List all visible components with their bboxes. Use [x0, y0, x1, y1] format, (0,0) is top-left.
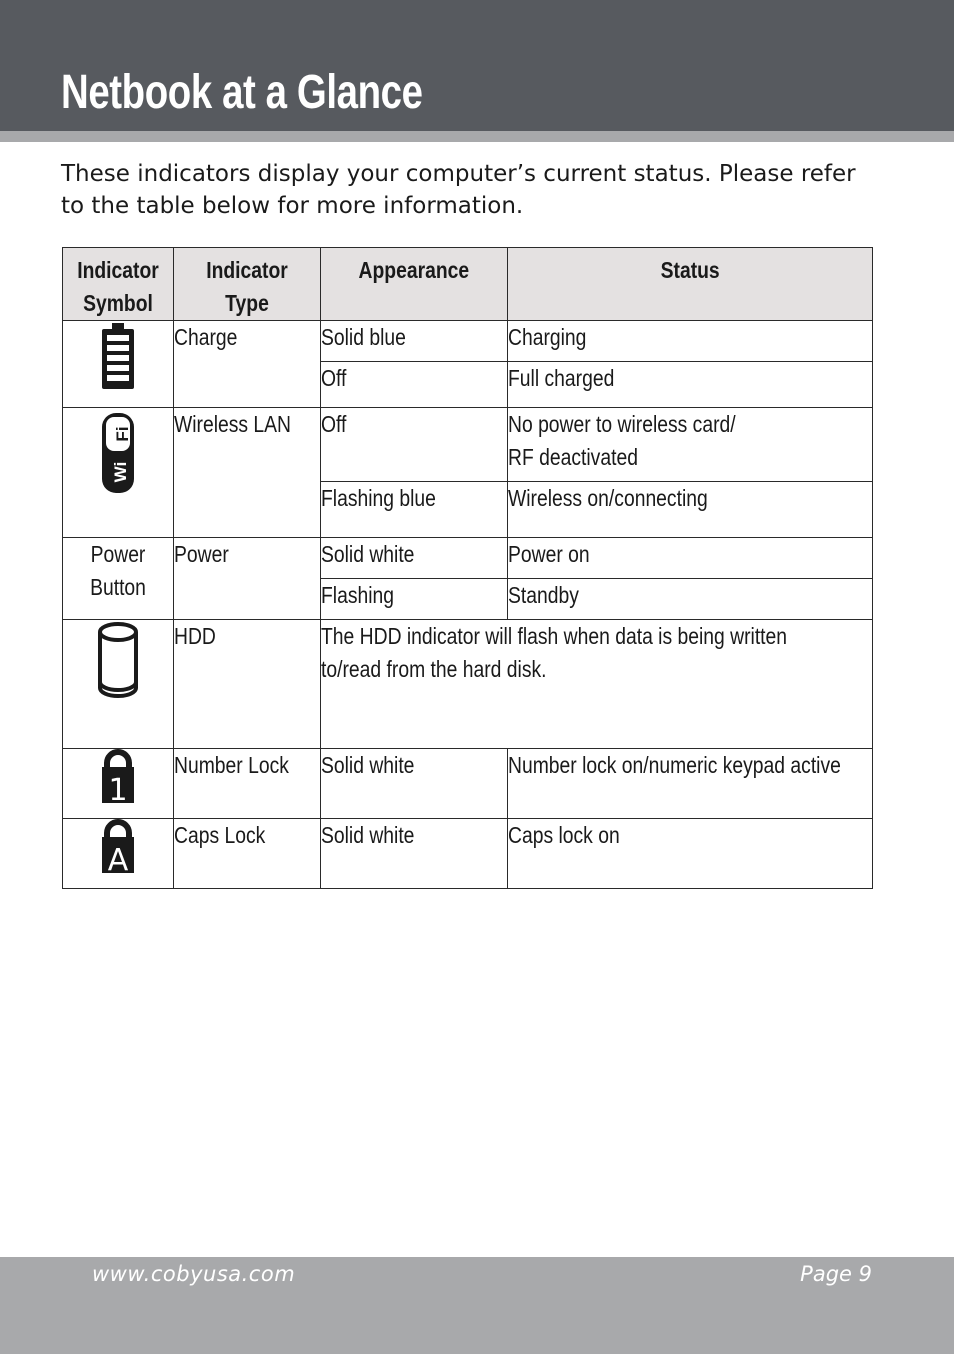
symbol-cell [63, 538, 174, 620]
status-cell: Standby [508, 579, 873, 620]
appearance-cell: Off [321, 362, 508, 408]
symbol-cell [63, 408, 174, 538]
status-cell: Full charged [508, 362, 873, 408]
page-number: Page 9 [800, 1262, 872, 1286]
table-row [63, 620, 873, 749]
symbol-cell [63, 620, 174, 749]
type-cell: Wireless LAN [174, 408, 321, 538]
appearance-cell: Solid white [321, 749, 508, 819]
table-header-row [63, 248, 873, 321]
header-appearance: Appearance [321, 248, 508, 321]
status-cell: No power to wireless card/ RF deactivated [508, 408, 873, 482]
indicator-table [62, 247, 873, 889]
type-cell: Power [174, 538, 321, 620]
table-row [63, 819, 873, 889]
status-cell: Number lock on/numeric keypad active [508, 749, 873, 819]
status-cell: Charging [508, 321, 873, 362]
status-cell: Caps lock on [508, 819, 873, 889]
number-lock-icon [98, 749, 138, 805]
svg-text:Fi: Fi [113, 426, 132, 442]
symbol-cell [63, 749, 174, 819]
symbol-cell [63, 321, 174, 408]
table-row [63, 749, 873, 819]
appearance-cell: Solid blue [321, 321, 508, 362]
header-stripe [0, 131, 954, 142]
type-cell: Caps Lock [174, 819, 321, 889]
status-cell: Power on [508, 538, 873, 579]
wifi-icon [98, 408, 138, 498]
type-cell: Number Lock [174, 749, 321, 819]
svg-text:1: 1 [108, 773, 128, 805]
header-indicator-symbol: Indicator Symbol [63, 248, 174, 321]
appearance-cell: Flashing [321, 579, 508, 620]
power-button-label: Power Button [90, 541, 146, 600]
hdd-icon [96, 620, 140, 700]
table-row [63, 321, 873, 362]
appearance-cell: Off [321, 408, 508, 482]
symbol-cell [63, 819, 174, 889]
caps-lock-icon [98, 819, 138, 875]
header-indicator-type: Indicator Type [174, 248, 321, 321]
svg-text:Wi: Wi [111, 461, 130, 483]
type-cell: HDD [174, 620, 321, 749]
appearance-cell: Solid white [321, 538, 508, 579]
table-row [63, 538, 873, 579]
page-title: Netbook at a Glance [61, 66, 423, 119]
description-cell: The HDD indicator will flash when data is being written to/read from the hard disk. [321, 620, 873, 749]
footer-url: www.cobyusa.com [92, 1262, 296, 1286]
appearance-cell: Flashing blue [321, 482, 508, 538]
svg-text:A: A [107, 843, 129, 875]
appearance-cell: Solid white [321, 819, 508, 889]
battery-icon [98, 321, 138, 391]
header-status: Status [508, 248, 873, 321]
type-cell: Charge [174, 321, 321, 408]
intro-paragraph: These indicators display your computer’s current status. Please refer to the table below for more information. [61, 161, 856, 219]
status-cell: Wireless on/connecting [508, 482, 873, 538]
table-row [63, 408, 873, 482]
